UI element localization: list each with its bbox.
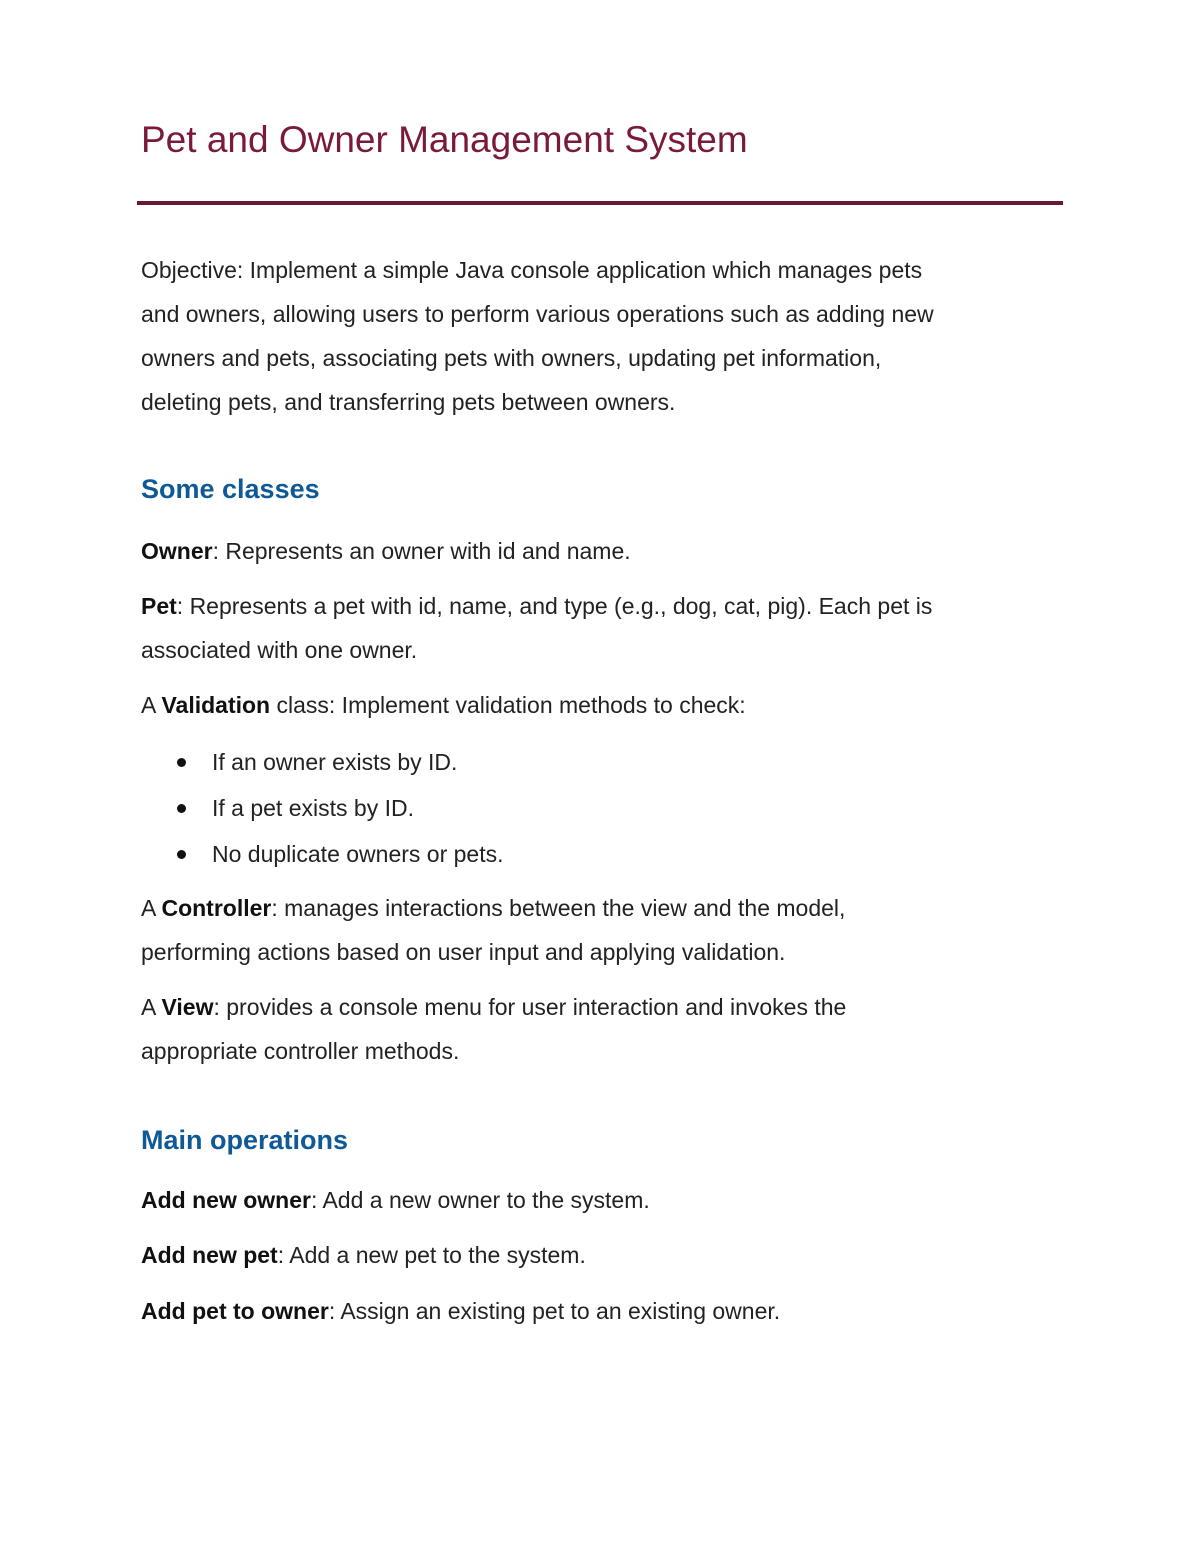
controller-class-description [141,886,845,974]
section-heading-operations: Main operations [141,1125,349,1155]
owner-term: Owner [141,538,213,564]
view-term: View [161,994,214,1020]
operation-term: Add new pet [141,1242,278,1268]
objective-line: owners and pets, associating pets with owners, updating pet information, [141,345,882,371]
controller-text: : manages interactions between the view and the model, [271,895,846,921]
section-heading-classes: Some classes [141,474,320,504]
bullet-text: No duplicate owners or pets. [212,841,504,867]
pet-term: Pet [141,593,177,619]
bullet-icon [177,804,186,813]
objective-line: and owners, allowing users to perform various operations such as adding new [141,301,934,327]
objective-line: deleting pets, and transferring pets between owners. [141,389,676,415]
view-text: : provides a console menu for user interaction and invokes the [213,994,847,1020]
operation-text: : Assign an existing pet to an existing owner. [328,1298,781,1324]
owner-text: : Represents an owner with id and name. [212,538,631,564]
owner-class-description [141,529,631,573]
view-text-continued: appropriate controller methods. [141,1038,460,1064]
list-item [141,785,504,831]
objective-line: Objective: Implement a simple Java console application which manages pets [141,257,923,283]
document-title: Pet and Owner Management System [141,119,748,160]
operation-item [141,1178,650,1222]
operation-item [141,1233,586,1277]
controller-term: Controller [161,895,272,921]
validation-bullet-list [141,739,504,877]
bullet-icon [177,850,186,859]
operation-text: : Add a new pet to the system. [277,1242,586,1268]
operation-text: : Add a new owner to the system. [310,1187,650,1213]
view-class-description [141,985,846,1073]
bullet-text: If an owner exists by ID. [212,749,458,775]
validation-term: Validation [161,692,271,718]
list-item [141,831,504,877]
validation-prefix: A [141,692,162,718]
operation-term: Add new owner [141,1187,311,1213]
bullet-text: If a pet exists by ID. [212,795,414,821]
view-prefix: A [141,994,162,1020]
validation-class-description [141,683,746,727]
pet-text-continued: associated with one owner. [141,637,418,663]
controller-text-continued: performing actions based on user input and applying validation. [141,939,786,965]
validation-text: class: Implement validation methods to check: [270,692,746,718]
bullet-icon [177,758,186,767]
pet-class-description [141,584,932,672]
list-item [141,739,504,785]
operation-item [141,1289,780,1333]
title-underline-rule [137,201,1063,205]
objective-paragraph [141,248,934,424]
controller-prefix: A [141,895,162,921]
pet-text: : Represents a pet with id, name, and type (e.g., dog, cat, pig). Each pet is [176,593,933,619]
operation-term: Add pet to owner [141,1298,329,1324]
